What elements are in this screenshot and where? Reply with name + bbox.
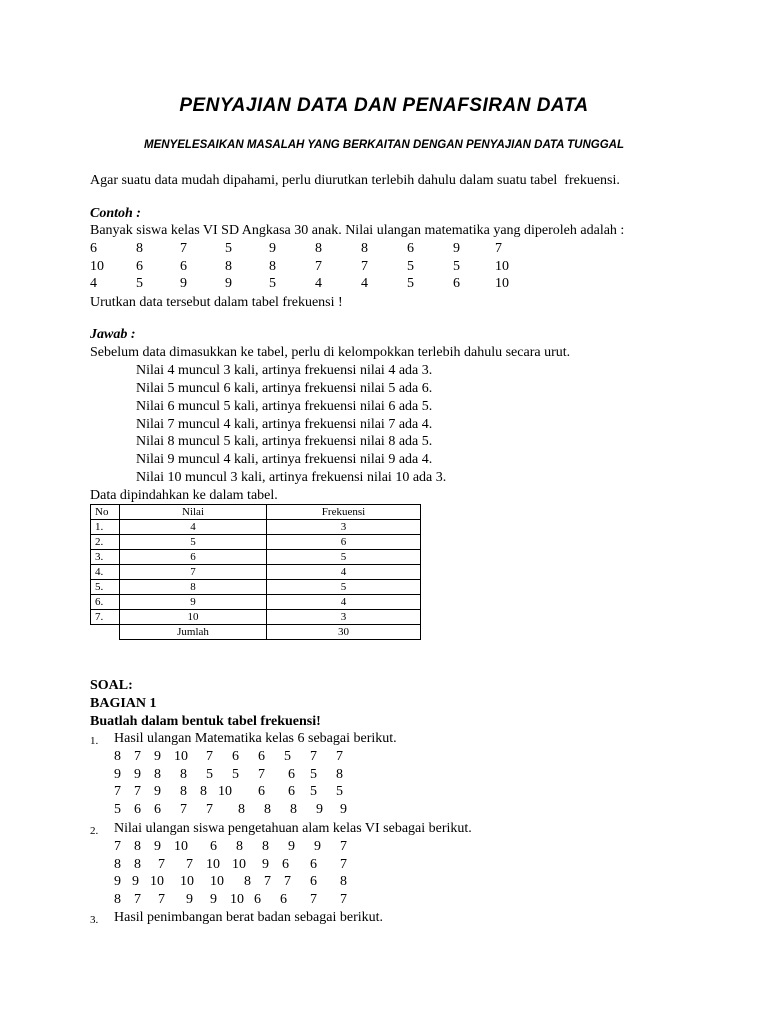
example-value: 8 xyxy=(269,258,276,274)
soal-2-value: 7 xyxy=(114,839,121,854)
soal-2-value: 6 xyxy=(310,874,317,889)
cell-no: 1. xyxy=(91,520,120,535)
soal-1-value: 6 xyxy=(154,801,161,817)
cell-no: 2. xyxy=(91,535,120,550)
total-label: Jumlah xyxy=(120,625,267,640)
soal-1-value: 7 xyxy=(134,749,141,764)
soal-2-value: 8 xyxy=(340,874,347,889)
example-value: 5 xyxy=(407,258,414,274)
soal-1-value: 8 xyxy=(264,801,271,817)
soal-2-value: 8 xyxy=(134,856,141,872)
soal-2-value: 10 xyxy=(230,891,244,907)
soal-1-value: 5 xyxy=(310,784,317,799)
table-row xyxy=(91,550,421,565)
soal-2-value: 8 xyxy=(236,839,243,854)
cell-nilai: 6 xyxy=(120,550,267,565)
table-row xyxy=(91,535,421,550)
table-row xyxy=(91,595,421,610)
soal-1-value: 7 xyxy=(336,749,343,764)
example-value: 5 xyxy=(453,258,460,274)
soal-2-value: 10 xyxy=(232,856,246,872)
cell-no: 3. xyxy=(91,550,120,565)
soal-2-value: 10 xyxy=(210,874,224,889)
soal-1-value: 9 xyxy=(340,801,347,817)
soal-2-value: 9 xyxy=(114,874,121,889)
soal-1-value: 7 xyxy=(206,801,213,817)
example-value: 5 xyxy=(407,276,414,292)
cell-no: 5. xyxy=(91,580,120,595)
example-label: Contoh : xyxy=(90,206,141,221)
cell-no: 6. xyxy=(91,595,120,610)
example-value: 9 xyxy=(225,276,232,292)
cell-no: 4. xyxy=(91,565,120,580)
example-value: 6 xyxy=(453,276,460,292)
soal-2-value: 9 xyxy=(288,839,295,854)
item-text: Nilai ulangan siswa pengetahuan alam kelas VI sebagai berikut. xyxy=(114,821,472,836)
soal-1-value: 5 xyxy=(206,766,213,782)
item-text: Hasil penimbangan berat badan sebagai berikut. xyxy=(114,910,384,925)
table-header-row xyxy=(91,505,421,520)
soal-1-value: 6 xyxy=(134,801,141,817)
example-value: 7 xyxy=(495,241,502,256)
soal-1-value: 7 xyxy=(114,784,121,799)
soal-1-value: 5 xyxy=(284,749,291,764)
soal-1-value: 10 xyxy=(218,784,232,799)
soal-2-value: 6 xyxy=(282,856,289,872)
total-value: 30 xyxy=(267,625,421,640)
soal-2-value: 7 xyxy=(284,874,291,889)
example-value: 7 xyxy=(180,241,187,256)
example-value: 7 xyxy=(315,258,322,274)
soal-2-value: 9 xyxy=(154,839,161,854)
table-row xyxy=(91,610,421,625)
column-header-nilai: Nilai xyxy=(120,505,267,520)
soal-instruction: Buatlah dalam bentuk tabel frekuensi! xyxy=(90,714,321,729)
example-value: 10 xyxy=(495,258,509,274)
soal-section: BAGIAN 1 xyxy=(90,696,157,711)
example-instruction: Urutkan data tersebut dalam tabel frekuensi ! xyxy=(90,295,343,310)
example-value: 8 xyxy=(315,241,322,256)
cell-frekuensi: 5 xyxy=(267,580,421,595)
cell-nilai: 9 xyxy=(120,595,267,610)
soal-1-value: 7 xyxy=(258,766,265,782)
soal-1-value: 8 xyxy=(154,766,161,782)
example-value: 8 xyxy=(225,258,232,274)
cell-frekuensi: 3 xyxy=(267,610,421,625)
answer-line: Nilai 9 muncul 4 kali, artinya frekuensi nilai 9 ada 4. xyxy=(136,452,433,467)
table-row xyxy=(91,580,421,595)
soal-1-value: 5 xyxy=(336,784,343,799)
item-number: 3. xyxy=(90,914,99,926)
soal-1-value: 9 xyxy=(154,784,161,799)
column-header-frekuensi: Frekuensi xyxy=(267,505,421,520)
answer-line: Nilai 5 muncul 6 kali, artinya frekuensi nilai 5 ada 6. xyxy=(136,381,433,396)
cell-nilai: 10 xyxy=(120,610,267,625)
example-value: 5 xyxy=(136,276,143,292)
example-value: 6 xyxy=(407,241,414,256)
soal-1-value: 8 xyxy=(180,784,187,799)
soal-2-value: 9 xyxy=(314,839,321,854)
page-subtitle: MENYELESAIKAN MASALAH YANG BERKAITAN DENGAN PENYAJIAN DATA TUNGGAL xyxy=(143,139,625,151)
soal-2-value: 9 xyxy=(132,874,139,889)
example-value: 9 xyxy=(453,241,460,256)
soal-1-value: 7 xyxy=(134,784,141,799)
table-row xyxy=(91,520,421,535)
soal-2-value: 8 xyxy=(244,874,251,889)
cell-nilai: 5 xyxy=(120,535,267,550)
soal-1-value: 7 xyxy=(206,749,213,764)
soal-2-value: 7 xyxy=(186,856,193,872)
soal-1-value: 9 xyxy=(154,749,161,764)
example-value: 5 xyxy=(269,276,276,292)
soal-1-value: 8 xyxy=(200,784,207,799)
soal-1-value: 8 xyxy=(290,801,297,817)
soal-2-value: 10 xyxy=(174,839,188,854)
soal-1-value: 6 xyxy=(258,784,265,799)
soal-1-value: 10 xyxy=(174,749,188,764)
soal-heading: SOAL: xyxy=(90,678,133,693)
answer-line: Nilai 6 muncul 5 kali, artinya frekuensi nilai 6 ada 5. xyxy=(136,399,433,414)
example-value: 4 xyxy=(361,276,368,292)
soal-1-value: 8 xyxy=(180,766,187,782)
item-number: 1. xyxy=(90,735,99,747)
cell-no: 7. xyxy=(91,610,120,625)
soal-1-value: 5 xyxy=(310,766,317,782)
soal-1-value: 9 xyxy=(134,766,141,782)
table-row xyxy=(91,565,421,580)
soal-2-value: 8 xyxy=(114,891,121,907)
soal-1-value: 5 xyxy=(232,766,239,782)
example-value: 4 xyxy=(315,276,322,292)
answer-line: Nilai 4 muncul 3 kali, artinya frekuensi nilai 4 ada 3. xyxy=(136,363,433,378)
soal-1-value: 6 xyxy=(288,784,295,799)
item-text: Hasil ulangan Matematika kelas 6 sebagai berikut. xyxy=(114,731,397,746)
soal-1-value: 8 xyxy=(114,749,121,764)
soal-2-value: 6 xyxy=(310,856,317,872)
soal-2-value: 7 xyxy=(340,891,347,907)
soal-1-value: 9 xyxy=(114,766,121,782)
answer-line: Nilai 10 muncul 3 kali, artinya frekuensi nilai 10 ada 3. xyxy=(136,470,447,485)
soal-1-value: 6 xyxy=(258,749,265,764)
cell-frekuensi: 3 xyxy=(267,520,421,535)
cell-frekuensi: 4 xyxy=(267,565,421,580)
soal-2-value: 9 xyxy=(210,891,217,907)
soal-2-value: 9 xyxy=(186,891,193,907)
soal-2-value: 8 xyxy=(134,839,141,854)
answer-text: Sebelum data dimasukkan ke tabel, perlu di kelompokkan terlebih dahulu secara urut. xyxy=(90,345,571,360)
soal-1-value: 7 xyxy=(310,749,317,764)
soal-2-value: 6 xyxy=(280,891,287,907)
soal-1-value: 6 xyxy=(232,749,239,764)
example-value: 10 xyxy=(90,258,104,274)
soal-2-value: 7 xyxy=(340,839,347,854)
soal-2-value: 6 xyxy=(210,839,217,854)
frequency-table xyxy=(90,504,421,640)
item-number: 2. xyxy=(90,825,99,837)
example-text: Banyak siswa kelas VI SD Angkasa 30 anak. Nilai ulangan matematika yang diperoleh adalah : xyxy=(90,223,625,238)
soal-2-value: 7 xyxy=(340,856,347,872)
soal-2-value: 10 xyxy=(206,856,220,872)
example-value: 9 xyxy=(180,276,187,292)
intro-paragraph: Agar suatu data mudah dipahami, perlu diurutkan terlebih dahulu dalam suatu tabel frekuensi. xyxy=(90,173,620,188)
soal-2-value: 8 xyxy=(262,839,269,854)
answer-line: Nilai 7 muncul 4 kali, artinya frekuensi nilai 7 ada 4. xyxy=(136,417,433,432)
soal-1-value: 6 xyxy=(288,766,295,782)
example-value: 4 xyxy=(90,276,97,292)
soal-2-value: 7 xyxy=(158,891,165,907)
example-value: 10 xyxy=(495,276,509,292)
soal-1-value: 8 xyxy=(238,801,245,817)
table-total-row xyxy=(91,625,421,640)
soal-1-value: 7 xyxy=(180,801,187,817)
soal-2-value: 10 xyxy=(150,874,164,889)
answer-line: Nilai 8 muncul 5 kali, artinya frekuensi nilai 8 ada 5. xyxy=(136,434,433,449)
column-header-no: No xyxy=(91,505,120,520)
cell-nilai: 8 xyxy=(120,580,267,595)
example-value: 6 xyxy=(136,258,143,274)
soal-2-value: 10 xyxy=(180,874,194,889)
answer-label: Jawab : xyxy=(90,327,136,342)
soal-2-value: 7 xyxy=(158,856,165,872)
example-value: 7 xyxy=(361,258,368,274)
cell-nilai: 7 xyxy=(120,565,267,580)
cell-empty xyxy=(91,625,120,640)
table-intro: Data dipindahkan ke dalam tabel. xyxy=(90,488,278,503)
soal-1-value: 8 xyxy=(336,766,343,782)
cell-frekuensi: 4 xyxy=(267,595,421,610)
example-value: 8 xyxy=(361,241,368,256)
cell-frekuensi: 5 xyxy=(267,550,421,565)
soal-1-value: 5 xyxy=(114,801,121,817)
soal-2-value: 8 xyxy=(114,856,121,872)
soal-1-value: 9 xyxy=(316,801,323,817)
example-value: 8 xyxy=(136,241,143,256)
soal-2-value: 7 xyxy=(310,891,317,907)
example-value: 5 xyxy=(225,241,232,256)
soal-2-value: 6 xyxy=(254,891,261,907)
page-title: PENYAJIAN DATA DAN PENAFSIRAN DATA xyxy=(179,95,589,116)
soal-2-value: 9 xyxy=(262,856,269,872)
cell-nilai: 4 xyxy=(120,520,267,535)
example-value: 6 xyxy=(90,241,97,256)
cell-frekuensi: 6 xyxy=(267,535,421,550)
example-value: 9 xyxy=(269,241,276,256)
soal-2-value: 7 xyxy=(264,874,271,889)
example-value: 6 xyxy=(180,258,187,274)
soal-2-value: 7 xyxy=(134,891,141,907)
